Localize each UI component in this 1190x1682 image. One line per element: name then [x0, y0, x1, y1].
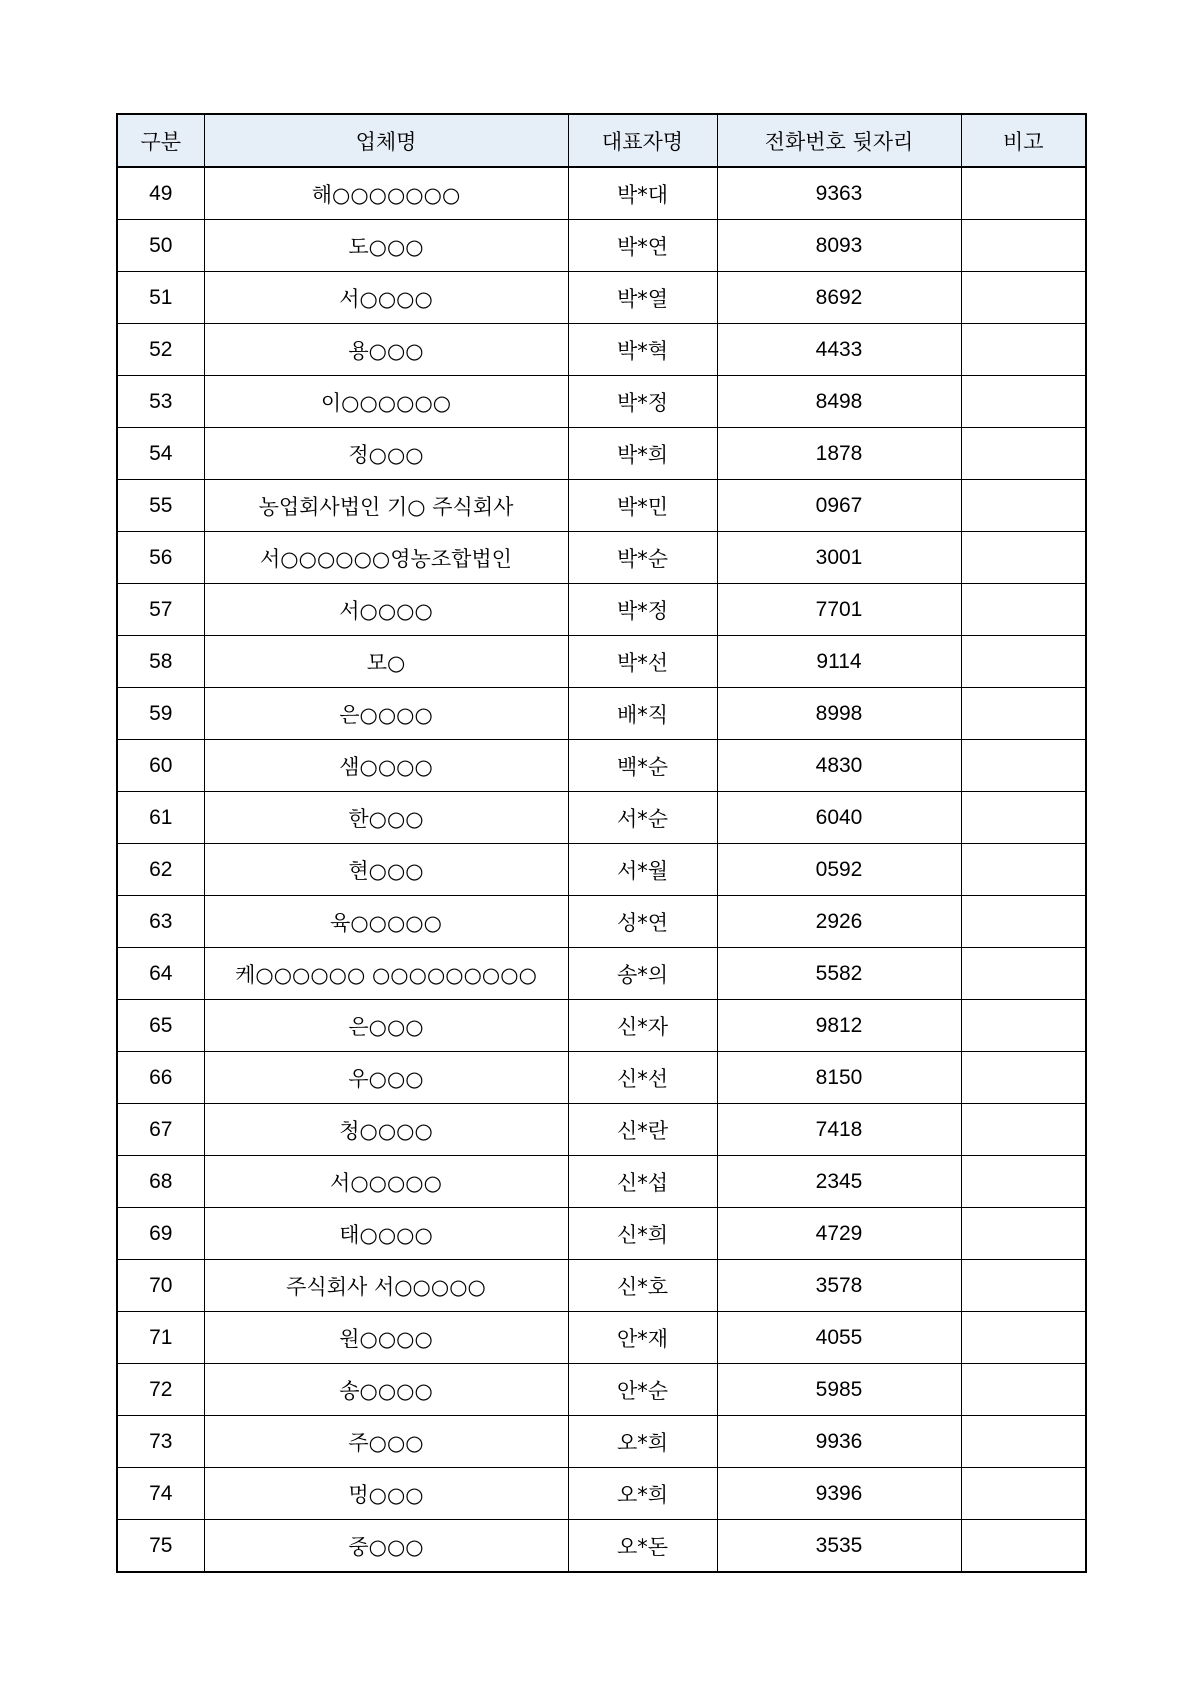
company-name: 한○○○ — [204, 792, 568, 844]
representative-name: 박*순 — [568, 532, 717, 584]
table-row — [117, 220, 1086, 272]
phone-last-digits: 4433 — [717, 324, 961, 376]
company-name: 모○ — [204, 636, 568, 688]
table-row — [117, 272, 1086, 324]
note-cell — [961, 1260, 1086, 1312]
table-row — [117, 1468, 1086, 1520]
note-cell — [961, 948, 1086, 1000]
company-name: 용○○○ — [204, 324, 568, 376]
company-name: 케○○○○○○ ○○○○○○○○○ — [204, 948, 568, 1000]
company-name: 도○○○ — [204, 220, 568, 272]
table-header — [117, 114, 1086, 167]
phone-last-digits: 5985 — [717, 1364, 961, 1416]
phone-last-digits: 3535 — [717, 1520, 961, 1573]
table-row — [117, 428, 1086, 480]
note-cell — [961, 584, 1086, 636]
phone-last-digits: 3578 — [717, 1260, 961, 1312]
phone-last-digits: 9936 — [717, 1416, 961, 1468]
representative-name: 박*혁 — [568, 324, 717, 376]
table-row — [117, 740, 1086, 792]
phone-last-digits: 5582 — [717, 948, 961, 1000]
company-name: 주식회사 서○○○○○ — [204, 1260, 568, 1312]
note-cell — [961, 1104, 1086, 1156]
company-name: 서○○○○ — [204, 584, 568, 636]
phone-last-digits: 3001 — [717, 532, 961, 584]
note-cell — [961, 1208, 1086, 1260]
row-number: 74 — [117, 1468, 204, 1520]
note-cell — [961, 688, 1086, 740]
table-row — [117, 688, 1086, 740]
company-name: 정○○○ — [204, 428, 568, 480]
company-name: 서○○○○ — [204, 272, 568, 324]
phone-last-digits: 8498 — [717, 376, 961, 428]
phone-last-digits: 1878 — [717, 428, 961, 480]
representative-name: 배*직 — [568, 688, 717, 740]
phone-last-digits: 4055 — [717, 1312, 961, 1364]
company-name: 서○○○○○ — [204, 1156, 568, 1208]
header-phone-last: 전화번호 뒷자리 — [717, 114, 961, 167]
row-number: 67 — [117, 1104, 204, 1156]
row-number: 58 — [117, 636, 204, 688]
row-number: 75 — [117, 1520, 204, 1573]
row-number: 61 — [117, 792, 204, 844]
representative-name: 오*희 — [568, 1468, 717, 1520]
header-representative: 대표자명 — [568, 114, 717, 167]
company-name: 은○○○○ — [204, 688, 568, 740]
row-number: 57 — [117, 584, 204, 636]
vendor-table — [116, 113, 1087, 1573]
row-number: 72 — [117, 1364, 204, 1416]
note-cell — [961, 844, 1086, 896]
note-cell — [961, 1468, 1086, 1520]
row-number: 64 — [117, 948, 204, 1000]
table-row — [117, 1364, 1086, 1416]
table-row — [117, 1520, 1086, 1573]
row-number: 50 — [117, 220, 204, 272]
company-name: 청○○○○ — [204, 1104, 568, 1156]
representative-name: 박*민 — [568, 480, 717, 532]
representative-name: 박*열 — [568, 272, 717, 324]
phone-last-digits: 8093 — [717, 220, 961, 272]
table-row — [117, 1052, 1086, 1104]
representative-name: 오*돈 — [568, 1520, 717, 1573]
row-number: 54 — [117, 428, 204, 480]
company-name: 우○○○ — [204, 1052, 568, 1104]
representative-name: 박*선 — [568, 636, 717, 688]
representative-name: 신*자 — [568, 1000, 717, 1052]
representative-name: 안*순 — [568, 1364, 717, 1416]
note-cell — [961, 376, 1086, 428]
header-row — [117, 114, 1086, 167]
representative-name: 박*정 — [568, 376, 717, 428]
header-no: 구분 — [117, 114, 204, 167]
representative-name: 박*정 — [568, 584, 717, 636]
phone-last-digits: 9396 — [717, 1468, 961, 1520]
phone-last-digits: 8150 — [717, 1052, 961, 1104]
table-row — [117, 844, 1086, 896]
row-number: 70 — [117, 1260, 204, 1312]
note-cell — [961, 428, 1086, 480]
table-row — [117, 376, 1086, 428]
representative-name: 오*희 — [568, 1416, 717, 1468]
table-row — [117, 636, 1086, 688]
table-row — [117, 480, 1086, 532]
phone-last-digits: 4830 — [717, 740, 961, 792]
representative-name: 신*선 — [568, 1052, 717, 1104]
note-cell — [961, 1520, 1086, 1573]
note-cell — [961, 167, 1086, 220]
representative-name: 백*순 — [568, 740, 717, 792]
row-number: 53 — [117, 376, 204, 428]
note-cell — [961, 220, 1086, 272]
representative-name: 박*대 — [568, 167, 717, 220]
company-name: 육○○○○○ — [204, 896, 568, 948]
table-row — [117, 896, 1086, 948]
phone-last-digits: 9114 — [717, 636, 961, 688]
phone-last-digits: 9812 — [717, 1000, 961, 1052]
table-row — [117, 1000, 1086, 1052]
company-name: 서○○○○○○영농조합법인 — [204, 532, 568, 584]
representative-name: 신*희 — [568, 1208, 717, 1260]
representative-name: 서*순 — [568, 792, 717, 844]
note-cell — [961, 1364, 1086, 1416]
row-number: 62 — [117, 844, 204, 896]
note-cell — [961, 792, 1086, 844]
phone-last-digits: 7701 — [717, 584, 961, 636]
row-number: 49 — [117, 167, 204, 220]
representative-name: 신*란 — [568, 1104, 717, 1156]
company-name: 중○○○ — [204, 1520, 568, 1573]
row-number: 68 — [117, 1156, 204, 1208]
company-name: 해○○○○○○○ — [204, 167, 568, 220]
row-number: 73 — [117, 1416, 204, 1468]
row-number: 65 — [117, 1000, 204, 1052]
row-number: 51 — [117, 272, 204, 324]
table-body — [117, 167, 1086, 1572]
phone-last-digits: 2345 — [717, 1156, 961, 1208]
table-row — [117, 1416, 1086, 1468]
table-row — [117, 792, 1086, 844]
company-name: 농업회사법인 기○ 주식회사 — [204, 480, 568, 532]
table-row — [117, 532, 1086, 584]
company-name: 송○○○○ — [204, 1364, 568, 1416]
table-row — [117, 1208, 1086, 1260]
row-number: 60 — [117, 740, 204, 792]
row-number: 56 — [117, 532, 204, 584]
note-cell — [961, 1312, 1086, 1364]
table-row — [117, 1312, 1086, 1364]
representative-name: 신*호 — [568, 1260, 717, 1312]
phone-last-digits: 8998 — [717, 688, 961, 740]
phone-last-digits: 7418 — [717, 1104, 961, 1156]
phone-last-digits: 4729 — [717, 1208, 961, 1260]
header-note: 비고 — [961, 114, 1086, 167]
company-name: 원○○○○ — [204, 1312, 568, 1364]
company-name: 주○○○ — [204, 1416, 568, 1468]
row-number: 66 — [117, 1052, 204, 1104]
representative-name: 박*연 — [568, 220, 717, 272]
row-number: 63 — [117, 896, 204, 948]
note-cell — [961, 1052, 1086, 1104]
company-name: 샘○○○○ — [204, 740, 568, 792]
table-row — [117, 1156, 1086, 1208]
note-cell — [961, 324, 1086, 376]
phone-last-digits: 2926 — [717, 896, 961, 948]
company-name: 이○○○○○○ — [204, 376, 568, 428]
company-name: 태○○○○ — [204, 1208, 568, 1260]
row-number: 71 — [117, 1312, 204, 1364]
company-name: 은○○○ — [204, 1000, 568, 1052]
row-number: 59 — [117, 688, 204, 740]
row-number: 69 — [117, 1208, 204, 1260]
phone-last-digits: 6040 — [717, 792, 961, 844]
company-name: 멍○○○ — [204, 1468, 568, 1520]
representative-name: 송*의 — [568, 948, 717, 1000]
row-number: 52 — [117, 324, 204, 376]
note-cell — [961, 1416, 1086, 1468]
representative-name: 성*연 — [568, 896, 717, 948]
table-row — [117, 1260, 1086, 1312]
phone-last-digits: 0592 — [717, 844, 961, 896]
note-cell — [961, 1156, 1086, 1208]
note-cell — [961, 740, 1086, 792]
representative-name: 서*월 — [568, 844, 717, 896]
table-row — [117, 948, 1086, 1000]
note-cell — [961, 896, 1086, 948]
header-company: 업체명 — [204, 114, 568, 167]
table-row — [117, 1104, 1086, 1156]
note-cell — [961, 272, 1086, 324]
table-row — [117, 167, 1086, 220]
note-cell — [961, 636, 1086, 688]
table-row — [117, 584, 1086, 636]
phone-last-digits: 8692 — [717, 272, 961, 324]
representative-name: 신*섭 — [568, 1156, 717, 1208]
phone-last-digits: 9363 — [717, 167, 961, 220]
note-cell — [961, 480, 1086, 532]
representative-name: 안*재 — [568, 1312, 717, 1364]
representative-name: 박*희 — [568, 428, 717, 480]
note-cell — [961, 1000, 1086, 1052]
phone-last-digits: 0967 — [717, 480, 961, 532]
table-row — [117, 324, 1086, 376]
note-cell — [961, 532, 1086, 584]
company-name: 현○○○ — [204, 844, 568, 896]
row-number: 55 — [117, 480, 204, 532]
